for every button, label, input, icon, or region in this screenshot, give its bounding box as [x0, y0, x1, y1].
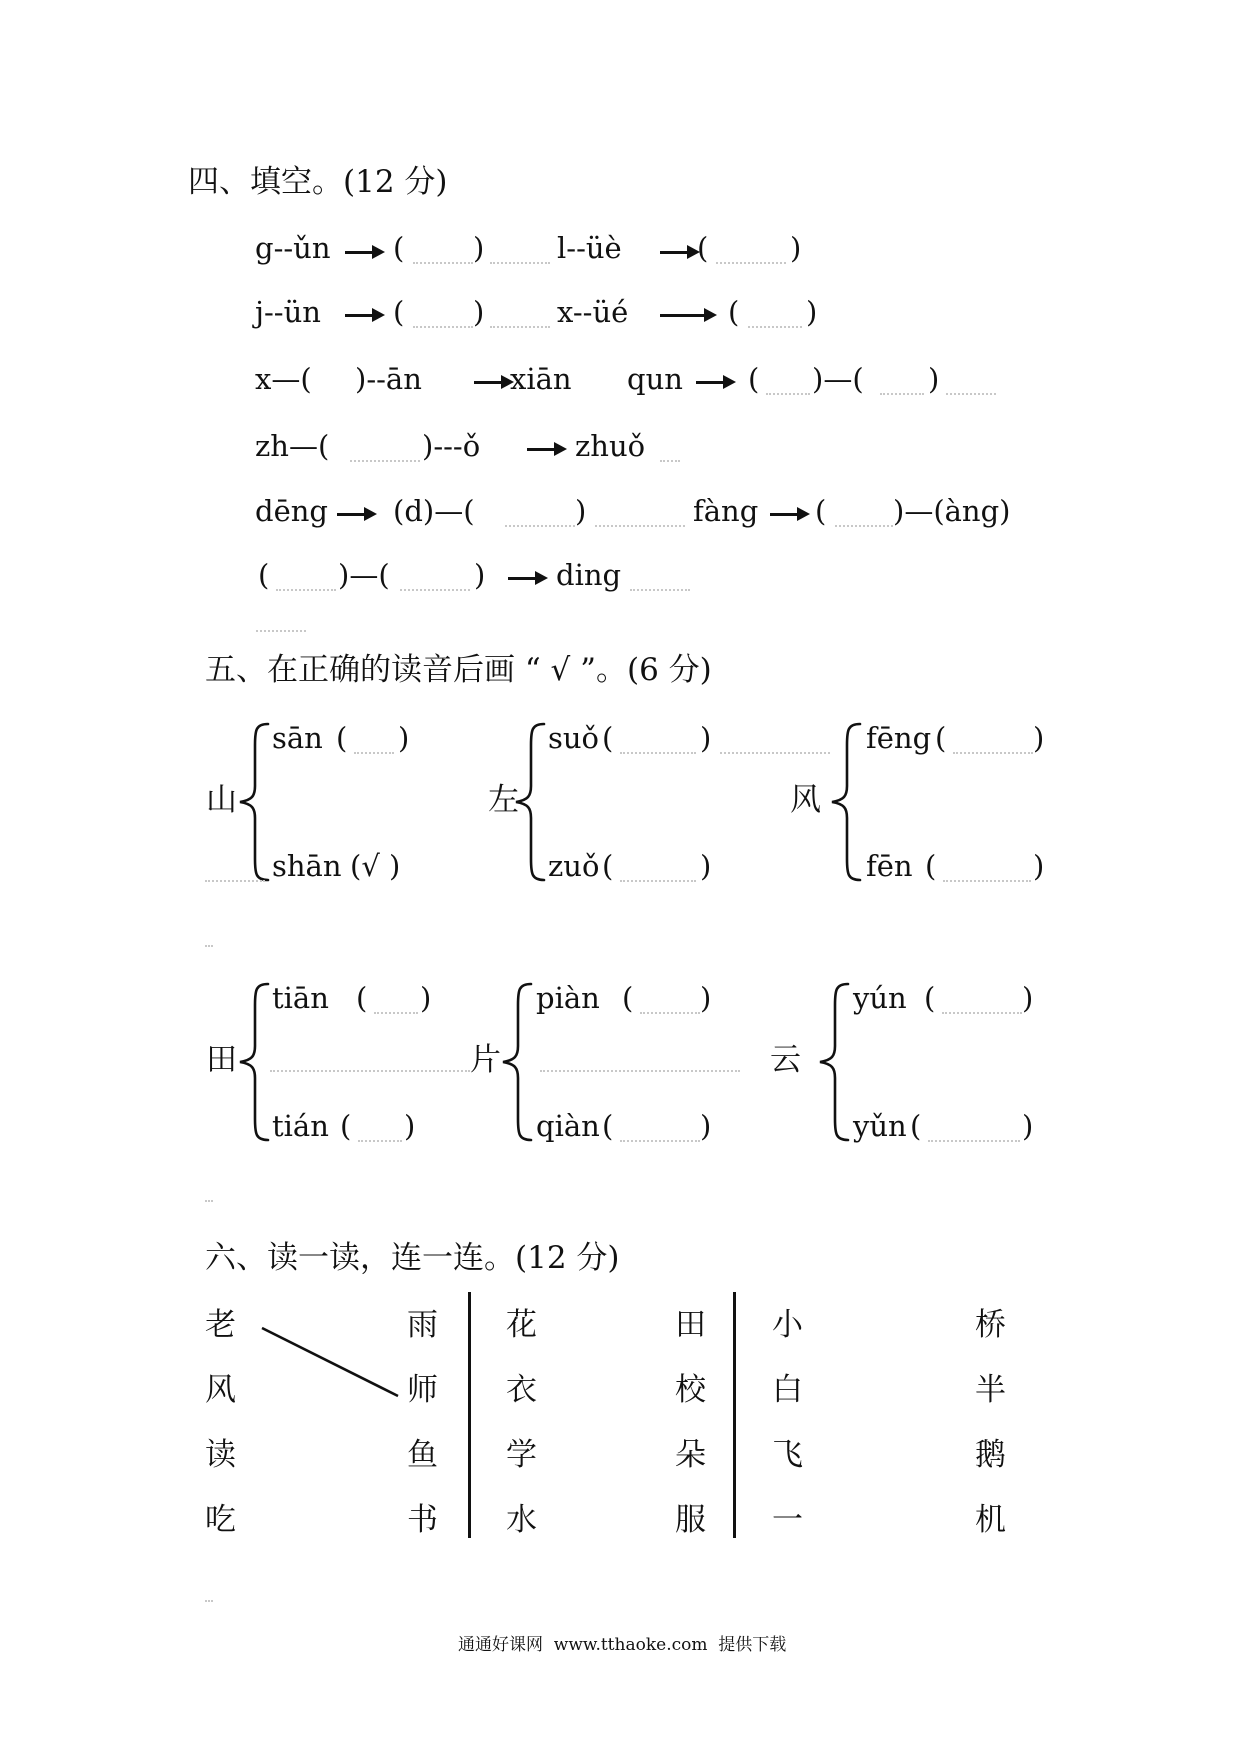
s4-r6-item2: )—( — [338, 558, 390, 592]
match-left-word[interactable]: 学 — [506, 1437, 537, 1473]
match-right-word[interactable]: 服 — [675, 1502, 706, 1538]
s5-option-bottom: zuǒ — [548, 849, 600, 883]
match-right-word[interactable]: 朵 — [675, 1437, 706, 1473]
s5-paren-open: ( — [925, 849, 937, 883]
s4-r5-paren-close: ) — [575, 494, 587, 528]
s5-char-shan: 山 — [206, 782, 237, 818]
s4-r3-paren-open: ( — [748, 362, 760, 396]
match-left-word[interactable]: 风 — [205, 1372, 236, 1408]
match-left-word[interactable]: 白 — [772, 1372, 803, 1408]
s5-paren-close: ) — [700, 849, 712, 883]
s5-option-top: fēng — [866, 721, 932, 755]
s4-r3-item1: x—( — [255, 362, 312, 396]
match-right-word[interactable]: 师 — [407, 1372, 438, 1408]
match-left-word[interactable]: 老 — [205, 1307, 236, 1343]
s4-r5-paren-open: ( — [815, 494, 827, 528]
match-right-word[interactable]: 雨 — [407, 1307, 438, 1343]
s4-r4-item2: )---ǒ — [422, 429, 481, 463]
match-left-word[interactable]: 读 — [205, 1437, 236, 1473]
s4-r5-item1: dēng — [255, 494, 328, 528]
s5-option-top: piàn — [536, 981, 600, 1015]
s5-paren-open: ( — [622, 981, 634, 1015]
match-right-word[interactable]: 机 — [975, 1502, 1006, 1538]
dotted-spacer — [205, 1600, 213, 1602]
s4-r2-paren-close2: ) — [806, 295, 818, 329]
s5-char-yun: 云 — [770, 1042, 801, 1078]
s5-answer-checked: (√ ) — [350, 849, 401, 883]
s5-paren-close: ) — [1022, 981, 1034, 1015]
match-left-word[interactable]: 飞 — [772, 1437, 803, 1473]
s4-r6-paren-open: ( — [258, 558, 270, 592]
s5-option-bottom: fēn — [866, 849, 913, 883]
s4-r2-paren-open: ( — [393, 295, 405, 329]
s5-paren-close: ) — [404, 1109, 416, 1143]
s4-r6-item3: ding — [556, 558, 622, 592]
match-left-word[interactable]: 一 — [772, 1502, 803, 1538]
s4-r5-item3: fàng — [693, 494, 759, 528]
s4-r3-item2: )--ān — [355, 362, 422, 396]
s5-paren-open: ( — [602, 1109, 614, 1143]
s4-r5-item2: (d)—( — [393, 494, 475, 528]
s5-paren-open: ( — [602, 721, 614, 755]
match-right-word[interactable]: 田 — [675, 1307, 706, 1343]
s5-char-tian: 田 — [206, 1042, 237, 1078]
s4-r2-item1: j--ün — [255, 295, 321, 329]
s5-paren-close: ) — [1033, 849, 1045, 883]
s4-r4-item1: zh—( — [255, 429, 330, 463]
s5-char-pian: 片 — [470, 1042, 501, 1078]
s5-paren-close: ) — [700, 1109, 712, 1143]
s5-paren-open: ( — [336, 721, 348, 755]
s5-option-top: suǒ — [548, 721, 600, 755]
s4-r3-item3: xiān — [510, 362, 572, 396]
match-right-word[interactable]: 桥 — [975, 1307, 1006, 1343]
s5-paren-close: ) — [420, 981, 432, 1015]
s5-option-bottom: shān — [272, 849, 342, 883]
s4-r2-item2: x--üé — [557, 295, 629, 329]
s5-paren-close: ) — [700, 981, 712, 1015]
s5-paren-open: ( — [924, 981, 936, 1015]
s5-option-top: yún — [853, 981, 907, 1015]
s4-r1-item1: g--ǔn — [255, 231, 331, 265]
match-right-word[interactable]: 鹅 — [975, 1437, 1006, 1473]
match-left-word[interactable]: 衣 — [506, 1372, 537, 1408]
column-divider — [468, 1292, 471, 1538]
s5-paren-open: ( — [356, 981, 368, 1015]
s5-paren-close: ) — [398, 721, 410, 755]
s4-r2-paren-open2: ( — [728, 295, 740, 329]
match-left-word[interactable]: 吃 — [205, 1502, 236, 1538]
s4-r4-item3: zhuǒ — [575, 429, 646, 463]
s4-r1-paren-open2: ( — [697, 231, 709, 265]
match-left-word[interactable]: 花 — [506, 1307, 537, 1343]
match-left-word[interactable]: 水 — [506, 1502, 537, 1538]
match-right-word[interactable]: 半 — [975, 1372, 1006, 1408]
s5-paren-close: ) — [1033, 721, 1045, 755]
s5-option-top: sān — [272, 721, 323, 755]
s4-r3-item5: )—( — [812, 362, 864, 396]
s5-option-bottom: qiàn — [536, 1109, 600, 1143]
s4-r3-paren-close: ) — [928, 362, 940, 396]
s4-r2-paren-close: ) — [473, 295, 485, 329]
s5-paren-open: ( — [910, 1109, 922, 1143]
s4-r5-item4: )—(àng) — [893, 494, 1011, 528]
s4-r1-item2: l--üè — [557, 231, 622, 265]
s5-char-feng: 风 — [790, 782, 821, 818]
s5-paren-open: ( — [340, 1109, 352, 1143]
s4-r6-paren-close: ) — [474, 558, 486, 592]
s4-r1-paren-open: ( — [393, 231, 405, 265]
s5-char-zuo: 左 — [488, 782, 519, 818]
s4-r3-item4: qun — [627, 362, 683, 396]
s5-option-bottom: tián — [272, 1109, 329, 1143]
s4-r1-paren-close: ) — [473, 231, 485, 265]
s5-paren-open: ( — [602, 849, 614, 883]
column-divider — [733, 1292, 736, 1538]
match-right-word[interactable]: 鱼 — [407, 1437, 438, 1473]
s4-r1-paren-close2: ) — [790, 231, 802, 265]
match-left-word[interactable]: 小 — [772, 1307, 803, 1343]
s5-paren-open: ( — [935, 721, 947, 755]
s5-option-bottom: yǔn — [853, 1109, 907, 1143]
s5-option-top: tiān — [272, 981, 329, 1015]
section5-title: 五、在正确的读音后画 “ √ ”。(6 分) — [205, 652, 712, 688]
section4-title: 四、填空。(12 分) — [188, 164, 448, 200]
footer-credit: 通通好课网 www.tthaoke.com 提供下载 — [458, 1635, 787, 1655]
match-right-word[interactable]: 校 — [675, 1372, 706, 1408]
s5-paren-close: ) — [700, 721, 712, 755]
s5-paren-close: ) — [1022, 1109, 1034, 1143]
section6-title: 六、读一读，连一连。(12 分) — [205, 1240, 620, 1276]
match-right-word[interactable]: 书 — [407, 1502, 438, 1538]
